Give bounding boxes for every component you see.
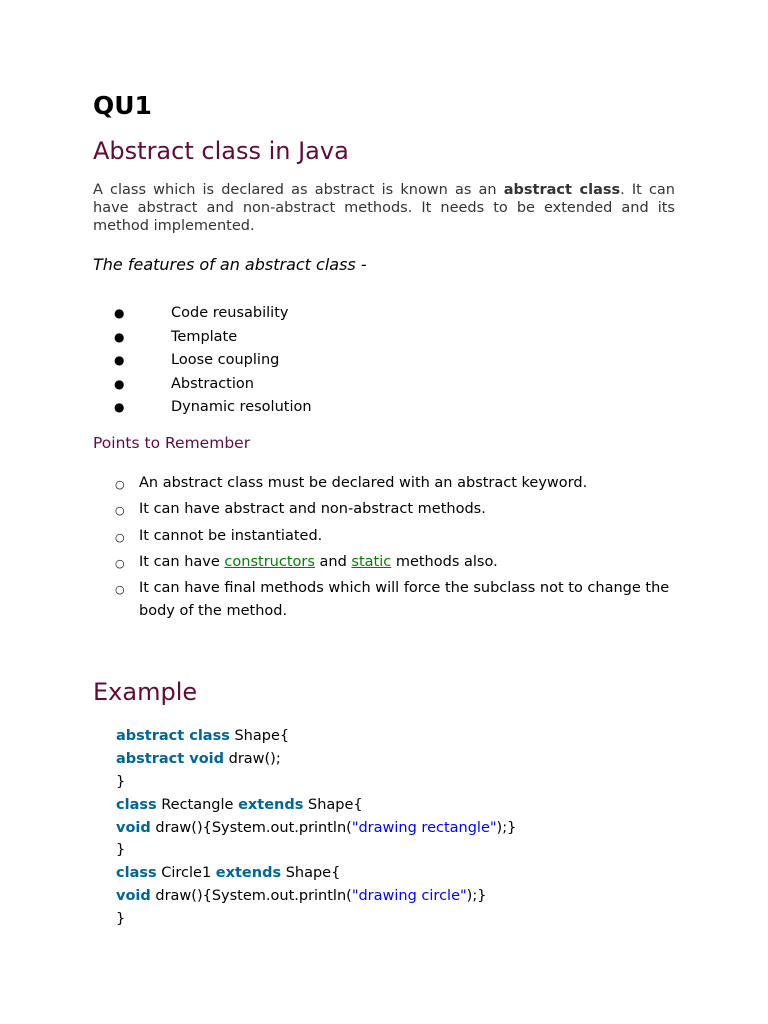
list-item [93,472,683,495]
features-lead: The features of an abstract class - [93,255,367,274]
bullet-icon: ● [114,306,125,320]
constructors-link[interactable]: constructors [224,553,315,570]
code-block [116,725,516,931]
code-text: } [116,842,126,859]
code-keyword: extends [238,796,304,813]
bullet-icon: ● [114,400,125,415]
intro-text-before: A class which is declared as abstract is known as an [93,182,504,198]
feature-text: Loose coupling [171,352,280,369]
code-line [116,908,516,931]
code-text: } [116,773,126,790]
code-line [116,771,516,794]
code-string: "drawing circle" [351,888,467,905]
point-text: It can have abstract and non-abstract methods. [139,501,486,518]
circle-bullet-icon: ○ [115,504,125,518]
list-item [93,525,683,548]
code-text: );} [466,888,487,905]
code-text: draw(){System.out.println( [150,888,352,905]
code-keyword: extends [215,865,282,882]
code-keyword: void [116,888,151,905]
circle-bullet-icon: ○ [115,478,125,491]
code-text: draw(); [224,750,281,767]
code-text: draw(){System.out.println( [150,819,352,836]
code-text: Circle1 [156,865,216,882]
code-text: Shape{ [281,865,341,882]
feature-text: Code reusability [171,305,289,321]
code-line [116,862,516,885]
code-keyword: abstract void [116,750,224,767]
code-text: Shape{ [229,728,290,744]
list-item [93,551,683,574]
intro-text-after: . It can have abstract and non-abstract methods. It needs to be extended and its method implemented. [93,182,675,234]
code-text: Rectangle [156,796,239,813]
code-keyword: abstract class [116,728,230,744]
points-list [93,472,683,626]
code-text: );} [496,819,517,836]
code-keyword: class [116,865,157,882]
code-line [116,748,516,771]
page-title: Abstract class in Java [93,137,349,165]
code-line [116,839,516,862]
list-item [93,577,683,623]
code-line [116,817,516,840]
feature-text: Dynamic resolution [171,399,312,416]
code-line [116,725,516,748]
list-item [93,498,683,521]
intro-bold-term: abstract class [503,182,621,198]
circle-bullet-icon: ○ [115,556,125,570]
point-text: It can have final methods which will force the subclass not to change the body of the method. [139,580,670,620]
code-keyword: void [116,819,151,836]
feature-text: Template [171,328,238,345]
code-keyword: class [116,796,157,813]
code-text: } [116,911,126,928]
code-line [116,885,516,908]
feature-text: Abstraction [171,375,254,392]
code-line [116,794,516,817]
bullet-icon: ● [114,353,125,368]
points-heading: Points to Remember [93,434,251,452]
circle-bullet-icon: ○ [115,530,125,544]
point-text: An abstract class must be declared with an abstract keyword. [139,475,588,491]
circle-bullet-icon: ○ [115,583,125,597]
question-heading: QU1 [93,91,152,120]
bullet-icon: ● [114,329,125,344]
bullet-icon: ● [114,376,125,391]
code-text: Shape{ [303,796,363,813]
point-text-before: It can have [139,553,225,570]
code-string: "drawing rectangle" [351,819,497,836]
point-text: It cannot be instantiated. [139,527,323,544]
intro-paragraph [93,181,675,235]
point-text-after: methods also. [391,553,498,570]
point-text-middle: and [314,553,352,570]
example-heading: Example [93,678,198,706]
static-link[interactable]: static [351,553,392,570]
